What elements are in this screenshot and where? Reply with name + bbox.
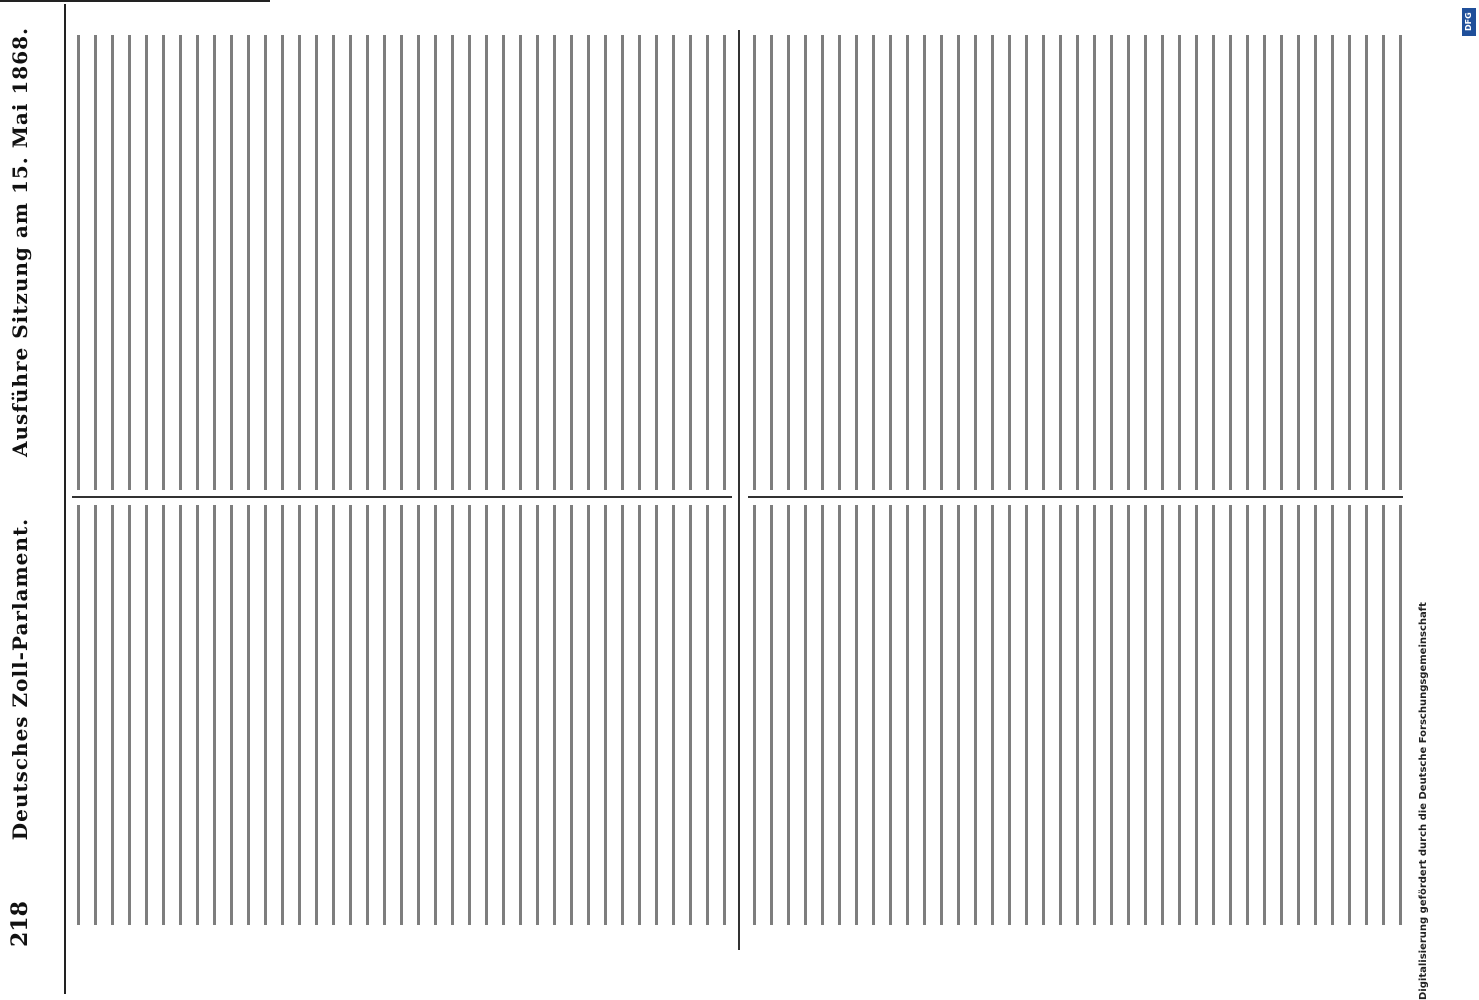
center-rule — [738, 30, 740, 950]
column-rule-right — [748, 496, 1403, 498]
digitization-note: Digitalisierung gefördert durch die Deutsche Forschungsgemeinschaft — [1418, 602, 1429, 1000]
text-column-upper-right — [748, 35, 1403, 490]
text-column-lower-left — [72, 505, 732, 925]
page-header — [3, 27, 37, 947]
header-title-right: Ausführe Sitzung am 15. Mai 1868. — [8, 27, 32, 458]
header-rule — [64, 4, 66, 994]
dfg-logo: DFG — [1462, 8, 1476, 36]
top-rule — [0, 0, 270, 2]
header-title-left: Deutsches Zoll-Parlament. — [8, 517, 32, 841]
column-rule — [72, 496, 732, 498]
text-column-upper-left — [72, 35, 732, 490]
text-column-lower-right — [748, 505, 1403, 925]
page-number: 218 — [7, 901, 33, 947]
